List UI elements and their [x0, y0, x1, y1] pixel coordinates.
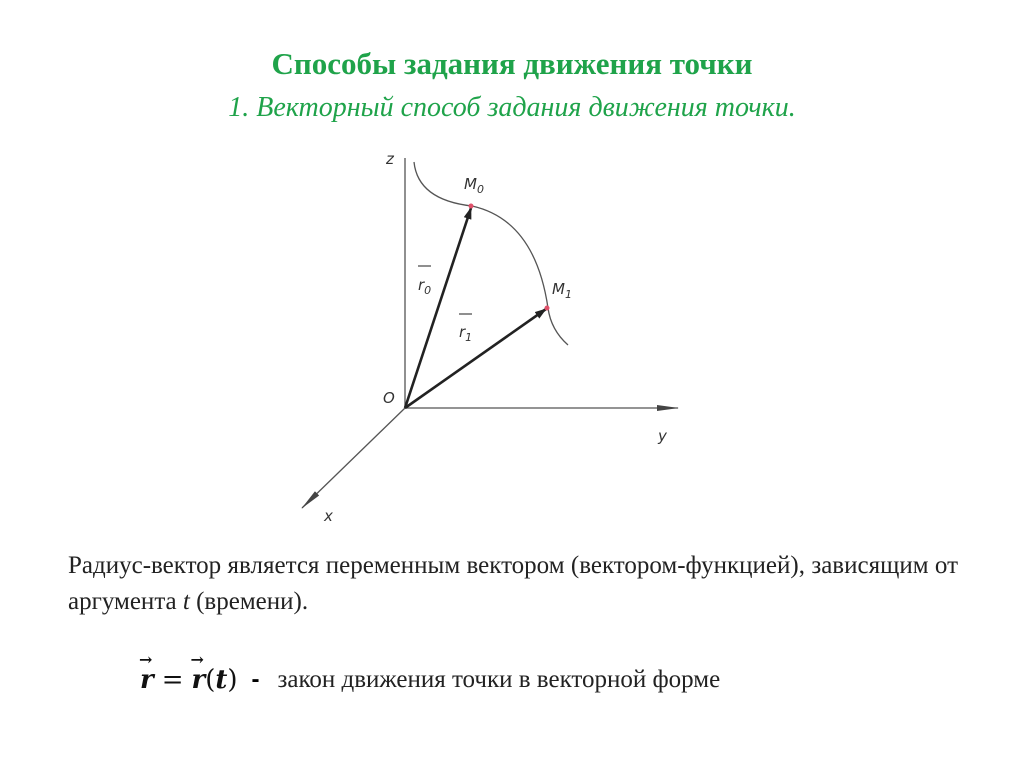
slide-subtitle: 1. Векторный способ задания движения точки. — [228, 92, 796, 123]
r1-label — [459, 314, 472, 344]
radius-vector-r0 — [405, 208, 471, 408]
formula-t: t — [215, 665, 228, 695]
point-m1-label: $M_1$ — [552, 280, 572, 301]
x-axis-label: x — [324, 507, 333, 525]
svg-text:r1: $r_1$ — [459, 323, 473, 344]
z-axis-label: z — [386, 150, 394, 168]
definition-text-start: Радиус-вектор является переменным вектором (вектором-функцией), зависящим от аргумента — [68, 552, 958, 615]
point-m0-label: $M_0$ — [464, 175, 484, 196]
point-m1-marker — [545, 306, 550, 311]
vector-r-left: → r — [139, 650, 154, 695]
definition-text-end: (времени). — [189, 588, 309, 615]
y-axis-label: y — [658, 427, 667, 445]
open-paren: ( — [205, 665, 216, 695]
definition-paragraph — [68, 548, 958, 620]
origin-label: O — [383, 389, 395, 407]
slide-title: Способы задания движения точки — [271, 46, 753, 81]
trajectory-curve — [414, 162, 568, 345]
r0-label — [418, 266, 431, 297]
vector-r-right: → r — [190, 650, 206, 695]
motion-law-row — [139, 650, 721, 700]
svg-text:r0: $r_0$ — [418, 276, 432, 297]
x-axis — [302, 408, 405, 508]
point-m0-marker — [469, 204, 474, 209]
radius-vector-r1 — [405, 309, 546, 408]
motion-law-formula — [139, 650, 238, 695]
argument-t: t — [182, 588, 190, 615]
formula-dash: - — [251, 666, 260, 693]
equals-sign: = — [161, 665, 184, 695]
motion-law-description: закон движения точки в векторной форме — [277, 666, 721, 693]
close-paren: ) — [227, 665, 238, 695]
